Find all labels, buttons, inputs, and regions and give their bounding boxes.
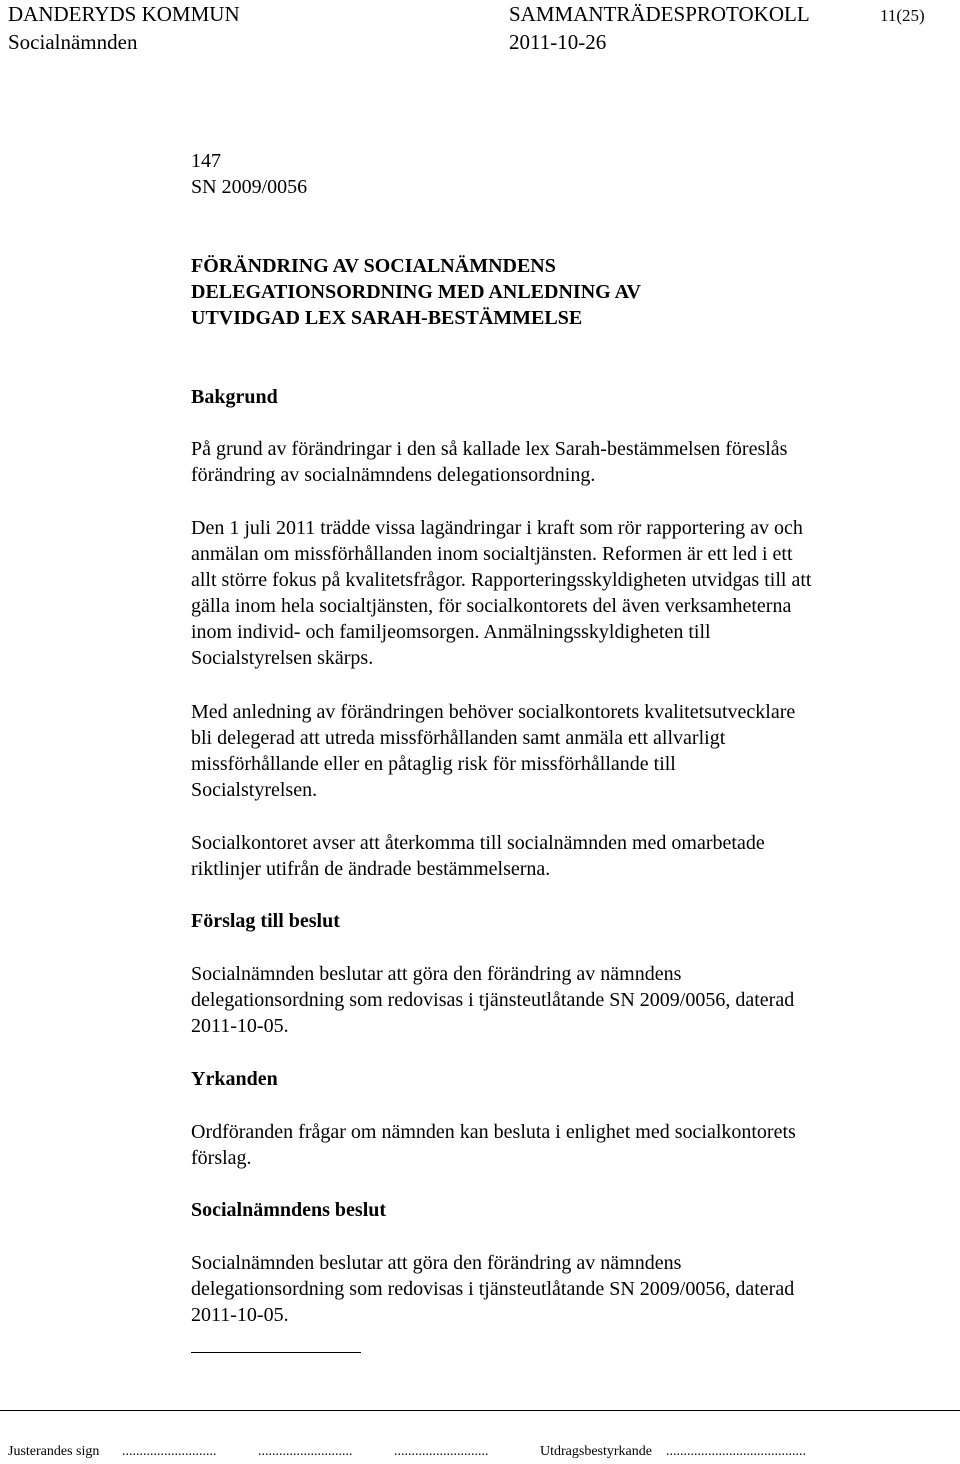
bakgrund-paragraph-2 [191, 515, 891, 671]
text-line: 2011-10-05. [191, 1304, 289, 1326]
heading-forslag: Förslag till beslut [191, 910, 340, 932]
text-line: Den 1 juli 2011 trädde vissa lagändringar i kraft som rör rapportering av och [191, 517, 803, 539]
heading-bakgrund: Bakgrund [191, 386, 278, 408]
text-line: förändring av socialnämndens delegationsordning. [191, 464, 596, 486]
item-number: 147 [191, 150, 221, 172]
org-name: DANDERYDS KOMMUN [8, 2, 240, 26]
heading-yrkanden: Yrkanden [191, 1068, 278, 1090]
text-line: delegationsordning som redovisas i tjänsteutlåtande SN 2009/0056, daterad [191, 989, 795, 1011]
page-number: 11(25) [880, 6, 925, 25]
footer-sign-dots-1: ........................... [122, 1444, 217, 1459]
text-line: Socialkontoret avser att återkomma till socialnämnden med omarbetade [191, 832, 765, 854]
text-line: delegationsordning som redovisas i tjänsteutlåtande SN 2009/0056, daterad [191, 1278, 795, 1300]
text-line: På grund av förändringar i den så kallade lex Sarah-bestämmelsen föreslås [191, 438, 788, 460]
text-line: Med anledning av förändringen behöver socialkontorets kvalitetsutvecklare [191, 701, 796, 723]
text-line: Socialstyrelsen. [191, 779, 318, 801]
case-number: SN 2009/0056 [191, 176, 308, 198]
text-line: förslag. [191, 1147, 252, 1169]
footer-sign-dots-3: ........................... [394, 1444, 489, 1459]
text-line: bli delegerad att utreda missförhållanden samt anmäla ett allvarligt [191, 727, 726, 749]
end-rule [191, 1352, 361, 1353]
footer-divider [0, 1410, 960, 1411]
forslag-paragraph [191, 961, 891, 1039]
footer-extract-dots: ........................................ [666, 1444, 806, 1459]
text-line: Ordföranden frågar om nämnden kan besluta i enlighet med socialkontorets [191, 1121, 796, 1143]
text-line: anmälan om missförhållanden inom socialtjänsten. Reformen är ett led i ett [191, 543, 793, 565]
heading-beslut: Socialnämndens beslut [191, 1199, 387, 1221]
text-line: Socialstyrelsen skärps. [191, 647, 374, 669]
meeting-date: 2011-10-26 [509, 30, 607, 54]
yrkanden-paragraph [191, 1119, 891, 1171]
committee-name: Socialnämnden [8, 30, 138, 54]
text-line: missförhållande eller en påtaglig risk för missförhållande till [191, 753, 676, 775]
text-line: inom individ- och familjeomsorgen. Anmälningsskyldigheten till [191, 621, 711, 643]
bakgrund-paragraph-4 [191, 830, 891, 882]
text-line: Socialnämnden beslutar att göra den förändring av nämndens [191, 1252, 682, 1274]
footer-extract-label: Utdragsbestyrkande [540, 1444, 652, 1459]
footer-sign-label: Justerandes sign [8, 1444, 100, 1459]
item-title-line-3: UTVIDGAD LEX SARAH-BESTÄMMELSE [191, 307, 583, 329]
beslut-paragraph [191, 1250, 891, 1328]
item-title-line-2: DELEGATIONSORDNING MED ANLEDNING AV [191, 281, 641, 303]
item-title-line-1: FÖRÄNDRING AV SOCIALNÄMNDENS [191, 255, 556, 277]
text-line: riktlinjer utifrån de ändrade bestämmelserna. [191, 858, 551, 880]
doc-type: SAMMANTRÄDESPROTOKOLL [509, 2, 810, 26]
text-line: Socialnämnden beslutar att göra den förändring av nämndens [191, 963, 682, 985]
bakgrund-paragraph-1 [191, 436, 891, 488]
text-line: gälla inom hela socialtjänsten, för socialkontorets del även verksamheterna [191, 595, 792, 617]
text-line: 2011-10-05. [191, 1015, 289, 1037]
bakgrund-paragraph-3 [191, 699, 891, 803]
footer-sign-dots-2: ........................... [258, 1444, 353, 1459]
text-line: allt större fokus på kvalitetsfrågor. Rapporteringsskyldigheten utvidgas till att [191, 569, 812, 591]
